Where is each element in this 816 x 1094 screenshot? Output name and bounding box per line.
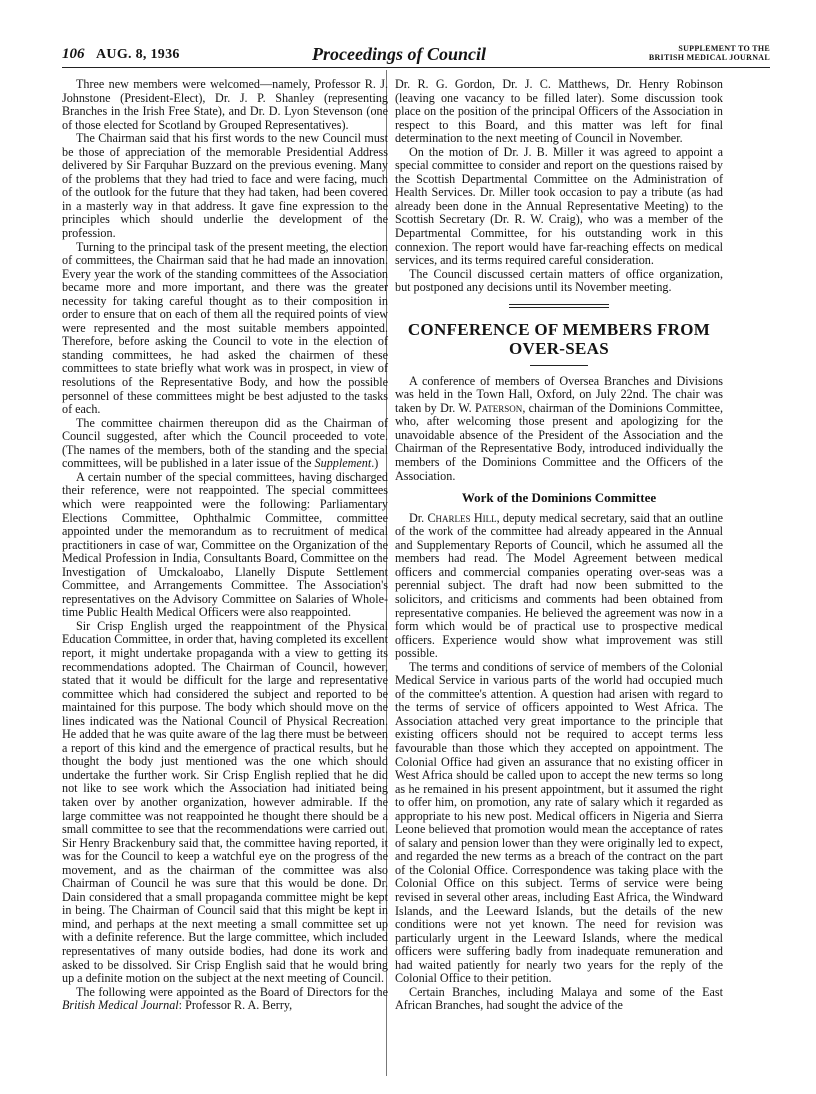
subheading-dominions-committee: Work of the Dominions Committee bbox=[461, 490, 657, 506]
paragraph-board-continued: Dr. R. G. Gordon, Dr. J. C. Matthews, Dr. Henry Robinson (leaving one vacancy to be filled later). Some discussion took place on the position of the principal Officers of the Association in respect to this Board, and this matter was left for final determination to the next meeting of Council in November. bbox=[395, 77, 723, 146]
page-header bbox=[62, 44, 770, 66]
section-double-rule bbox=[509, 304, 609, 308]
issue-date: AUG. 8, 1936 bbox=[96, 47, 180, 62]
text-run: , deputy medical secretary, said that an outline of the work of the committee had already appeared in the Annual and Supplementary Reports of Council, which he assumed all the members had read. The Model Agreement between medical officers and commercial companies operating over-seas was a perennial subject. The draft had now been submitted to the solicitors, and criticisms and comments had been obtained from representative companies. He believed the agreement was now in a form which would be of practical use to prospective medical officers. Experience would show what improvement was still possible. bbox=[395, 510, 723, 661]
left-column bbox=[62, 78, 388, 1013]
italic-bmj: British Medical Journal bbox=[62, 998, 179, 1013]
right-column bbox=[395, 78, 723, 1013]
paragraph-new-members: Three new members were welcomed—namely, Professor R. J. Johnstone (President-Elect), Dr. J. P. Shanley (representing Branches in the Irish Free State), and Dr. D. Lyon Stevenson (one of those elected for Scotland by Grouped Representatives). bbox=[62, 77, 388, 132]
section-short-rule bbox=[530, 365, 588, 366]
italic-supplement: Supplement bbox=[314, 456, 372, 471]
paragraph-chairman-appreciation: The Chairman said that his first words to the new Council must be those of appreciation of the memorable Presidential Address delivered by Sir Farquhar Buzzard on the previous evening. Many of the problems that they had tried to face and were facing, much of the outlook for the future that they had taken, had been covered in a masterly way in that address. It gave fine expression to the principles which should underlie the development of the profession. bbox=[62, 131, 388, 241]
paragraph-office-organization: The Council discussed certain matters of office organization, but postponed any decisions until its November meeting. bbox=[395, 266, 723, 295]
paragraph-branches-advice: Certain Branches, including Malaya and some of the East African Branches, had sought the advice of the bbox=[395, 984, 723, 1013]
text-run: .) bbox=[371, 456, 379, 471]
paragraph-conference-intro bbox=[395, 375, 723, 483]
paragraph-scottish-committee: On the motion of Dr. J. B. Miller it was agreed to appoint a special committee to consider and report on the questions raised by the Scottish Departmental Committee on the Administration of Health Services. Dr. Miller took occasion to pay a tribute (as had already been done in the Annual Representative Meeting) to the Scottish Secretary (Dr. R. W. Craig), who was a member of the Departmental Committee, for his outstanding work in this connexion. The report would have far-reaching effects on medical services, and its terms required careful consideration. bbox=[395, 144, 723, 268]
text-run: , chairman of the Dominions Committee, who, after welcoming those present and apologizing for the unavoidable absence of the President of the Association and the Chairman of the Representative Body, introduced individually the members of the Dominions Committee and the Officers of the Association. bbox=[395, 400, 723, 483]
paragraph-charles-hill bbox=[395, 512, 723, 661]
supplement-line-2: BRITISH MEDICAL JOURNAL bbox=[648, 53, 770, 62]
paragraph-special-committees: A certain number of the special committees, having discharged their reference, were not reappointed. The special committees which were reappointed were the following: Parliamentary Elections Committee, Ophthalmic Committee, committee appointed under the memorandum as to recruitment of medical practitioners in case of war, Committee on the Organization of the Medical Profession in India, Consultants Board, Committee on the Investigation of Umckaloabo, Llanelly Dispute Settlement Committee, and Arrangements Committee. The Association's representatives on the Advisory Committee on Salaries of Whole-time Public Health Medical Officers were also reappointed. bbox=[62, 469, 388, 620]
section-title bbox=[401, 320, 717, 358]
section-title-line-1: CONFERENCE OF MEMBERS FROM bbox=[407, 319, 711, 339]
running-title: Proceedings of Council bbox=[312, 44, 486, 64]
page-number: 106 bbox=[62, 46, 85, 62]
text-run: The following were appointed as the Board of Directors for the bbox=[76, 984, 388, 999]
header-rule bbox=[62, 67, 770, 68]
text-run: A conference of members of Oversea Branches and Divisions was held in the Town Hall, Oxford, on July 22nd. The chair was taken by Dr. W. bbox=[395, 373, 723, 415]
text-run: The committee chairmen thereupon did as the Chairman of Council suggested, after which the Council proceeded to vote. (The names of the members, both of the standing and the special committees, will be published in a later issue of the bbox=[62, 415, 388, 471]
paragraph-board-of-directors bbox=[62, 986, 388, 1013]
paragraph-colonial-service: The terms and conditions of service of members of the Colonial Medical Service in various parts of the world had occupied much of the committee's attention. A question had arisen with regard to the terms of service of officers appointed to West Africa. The Association attached very great importance to the principle that existing officers should not be required to accept terms less favourable than those which they accepted on appointment. The Colonial Office had given an assurance that no existing officer in West Africa should be called upon to accept the new terms so long as he remained in his present appointment, but it assumed the right to offer him, on promotion, any rate of salary which it regarded as appropriate to his new post. Medical officers in Nigeria and Sierra Leone believed that promotion would mean the acceptance of rates of salary and pension lower than they were originally led to expect, and regarded the new terms as a breach of the contract on the part of the Colonial Office. Correspondence was taking place with the Colonial Office on this subject. Terms of service were being revised in several other areas, including East Africa, the Windward Islands, and the Leeward Islands, but the details of the new conditions were not yet known. The need for revision was particularly urgent in the Leeward Islands, where the medical officers were suffering badly from inadequate remuneration and had waited patiently for nearly two years for the reply of the Colonial Office to their petition. bbox=[395, 659, 723, 986]
supplement-label bbox=[649, 44, 770, 62]
smallcaps-paterson: Paterson bbox=[475, 400, 523, 415]
paragraph-committee-chairmen bbox=[62, 417, 388, 471]
text-run: Dr. bbox=[409, 510, 428, 525]
section-title-line-2: OVER-SEAS bbox=[508, 338, 609, 358]
text-run: : Professor R. A. Berry, bbox=[178, 998, 293, 1013]
supplement-line-1: SUPPLEMENT TO THE bbox=[678, 44, 770, 53]
paragraph-physical-education: Sir Crisp English urged the reappointment of the Physical Education Committee, in order that, having completed its excellent report, it might undertake propaganda with a view to getting its recommendations adopted. The Chairman of Council, however, stated that it would be difficult for the large and representative committee which had considered the subject and reported to be maintained for this purpose. The body which should move on the lines indicated was the National Council of Physical Recreation. He added that he was quite aware of the lag there must be between a report of this kind and the emergence of practical results, but he thought the body just mentioned was the one which should undertake the further work. Sir Crisp English replied that he did not like to see work which the Association had initiated being taken over by another organization, however admirable. If the large committee was not reappointed he thought there should be a small committee to see that the recommendations were carried out. Sir Henry Brackenbury said that, the committee having reported, it was for the Council to keep a watchful eye on the progress of the movement, and as the chairman of the committee was also Chairman of Council he was sure that this would be done. Dr. Dain considered that a small propaganda committee might be kept in being. The Chairman of Council said that this might be kept in mind, and perhaps at the next meeting a small committee set up with a definite reference. But the large committee, which included representatives of many outside bodies, had done its work and asked to be dissolved. Sir Crisp English said that he would bring up a definite motion on the subject at the next meeting of Council. bbox=[62, 618, 388, 986]
paragraph-election-committees: Turning to the principal task of the present meeting, the election of committees, the Chairman said that he had made an innovation. Every year the work of the standing committees of the Association became more and more important, and there was the greater necessity for taking careful thought as to their composition in order to ensure that on each of them all the required points of view were represented and the most suitable members appointed. Therefore, before asking the Council to vote in the election of standing committees, he had asked the chairmen of these committees to state briefly what work was in prospect, in view of resolutions of the Representative Body, and how the possible personnel of these committees might be best adjusted to the tasks of each. bbox=[62, 239, 388, 417]
smallcaps-charles-hill: Charles Hill bbox=[427, 510, 497, 525]
